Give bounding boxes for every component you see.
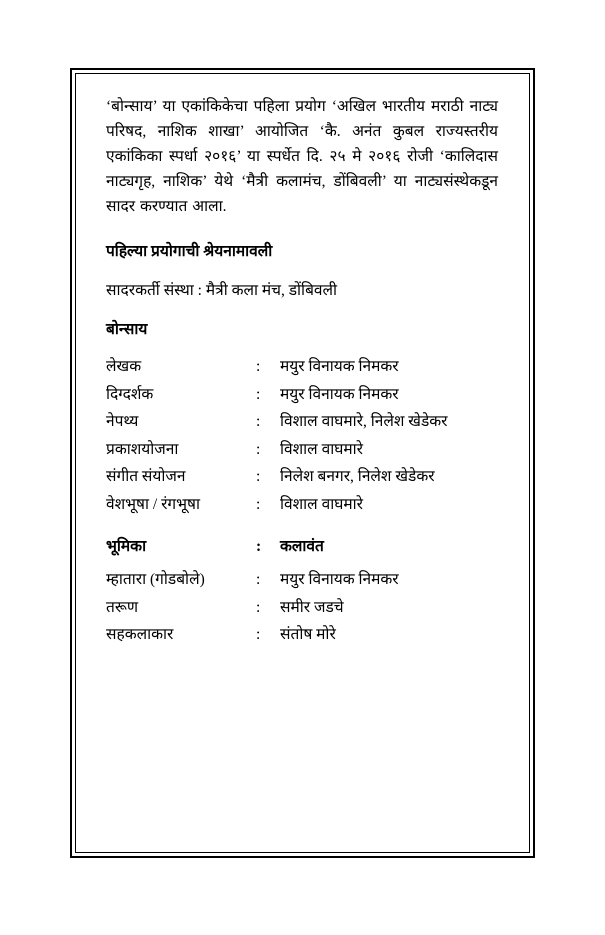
credit-colon: : [256, 413, 261, 431]
cast-role: तरूण [106, 598, 139, 616]
producer-line: सादरकर्ती संस्था : मैत्री कला मंच, डोंबिवली [106, 281, 338, 299]
credit-role: नेपथ्य [106, 413, 139, 431]
credit-role: संगीत संयोजन [106, 468, 186, 486]
cast-header-role: भूमिका [106, 537, 147, 555]
cast-colon: : [256, 571, 261, 589]
cast-header-name: कलावंत [280, 537, 324, 555]
page-border-inner [75, 73, 530, 853]
section-heading: पहिल्या प्रयोगाची श्रेयनामावली [106, 242, 273, 260]
cast-name: समीर जडचे [280, 598, 344, 616]
cast-header-row [106, 523, 498, 569]
credit-colon: : [256, 468, 261, 486]
credit-name: मयुर विनायक निमकर [280, 385, 399, 403]
credits-table [106, 355, 498, 650]
cast-role: सहकलाकार [106, 626, 174, 644]
cast-role: म्हातारा (गोडबोले) [106, 571, 205, 589]
play-title: बोन्साय [106, 321, 148, 339]
credit-name: निलेश बनगर, निलेश खेडेकर [280, 468, 435, 486]
credit-role: लेखक [106, 358, 142, 376]
cast-colon: : [256, 626, 261, 644]
table-row [106, 568, 498, 596]
credit-role: वेशभूषा / रंगभूषा [106, 496, 201, 514]
cast-colon: : [256, 598, 261, 616]
table-row [106, 355, 498, 383]
credit-colon: : [256, 440, 261, 458]
credit-colon: : [256, 496, 261, 514]
credit-colon: : [256, 385, 261, 403]
credit-role: दिग्दर्शक [106, 385, 154, 403]
cast-name: मयुर विनायक निमकर [280, 571, 399, 589]
page-border-outer [70, 68, 535, 858]
page-content [106, 94, 498, 651]
table-row [106, 596, 498, 624]
table-row [106, 465, 498, 493]
intro-paragraph: ‘बोन्साय’ या एकांकिकेचा पहिला प्रयोग ‘अखिल भारतीय मराठी नाट्य परिषद, नाशिक शाखा’ आयोजित ‘कै. अनंत कुबल राज्यस्तरीय एकांकिका स्पर्धा २०१६’ या स्पर्धेत दि. २५ मे २०१६ रोजी ‘कालिदास नाट्यगृह, नाशिक’ येथे ‘मैत्री कलामंच, डोंबिवली’ या नाट्यसंस्थेकडून सादर करण्यात आला. [106, 98, 498, 216]
cast-header-colon: : [256, 537, 262, 555]
table-row [106, 438, 498, 466]
credit-role: प्रकाशयोजना [106, 440, 179, 458]
credit-name: विशाल वाघमारे [280, 496, 363, 514]
credit-name: मयुर विनायक निमकर [280, 358, 399, 376]
table-row [106, 410, 498, 438]
credit-name: विशाल वाघमारे [280, 440, 363, 458]
table-row [106, 623, 498, 651]
credit-colon: : [256, 358, 261, 376]
table-row [106, 383, 498, 411]
credit-name: विशाल वाघमारे, निलेश खेडेकर [280, 413, 448, 431]
table-row [106, 493, 498, 523]
cast-name: संतोष मोरे [280, 626, 336, 644]
